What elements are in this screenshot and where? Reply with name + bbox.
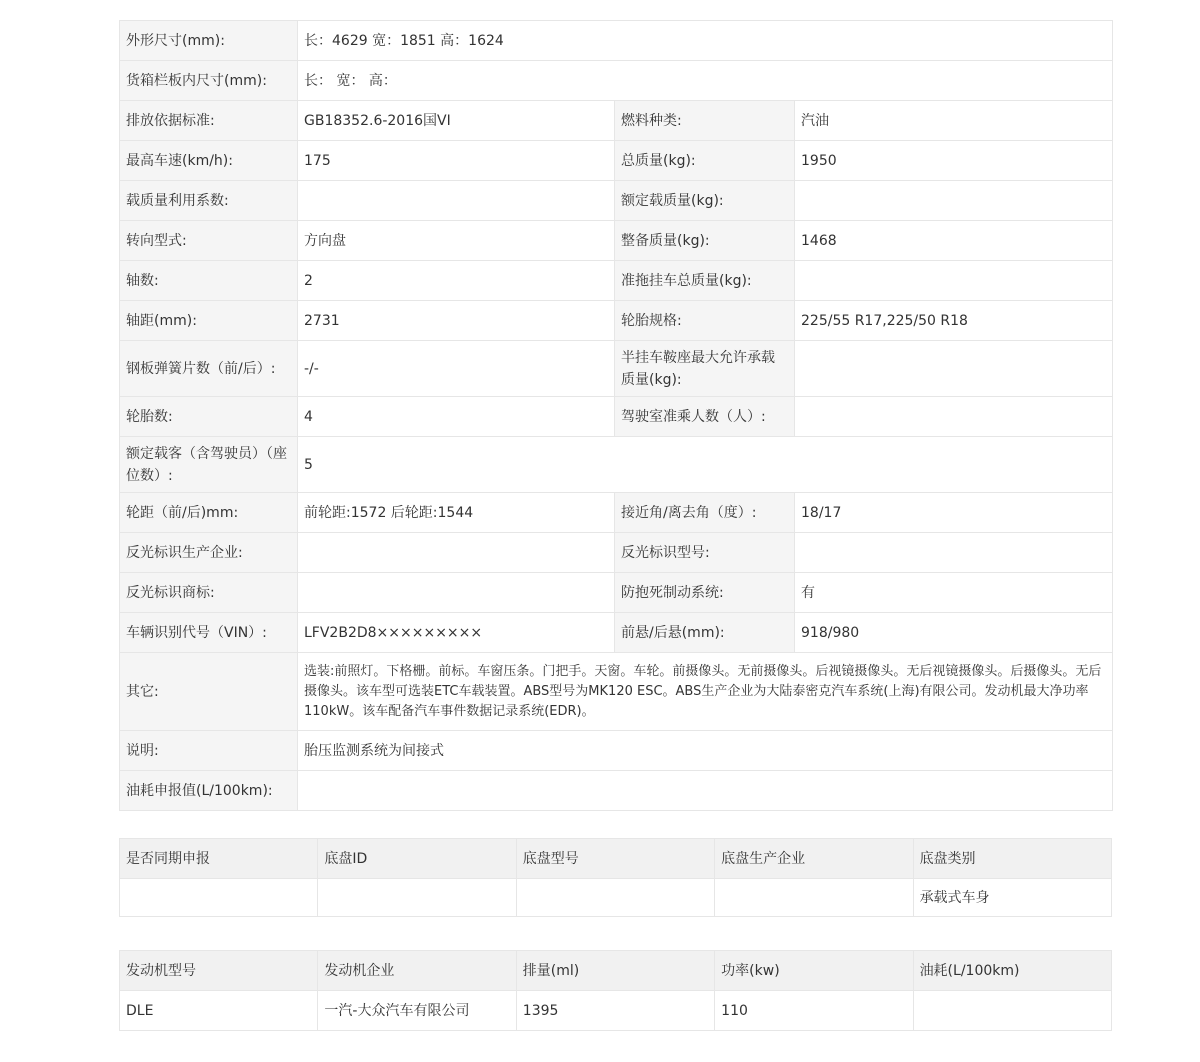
- spec-row-reflect-maker: [120, 533, 1113, 573]
- engine-header-power: 功率(kw): [715, 951, 913, 991]
- chassis-type-value: 承载式车身: [913, 879, 1111, 917]
- rated-load-label: 额定载质量(kg):: [615, 181, 795, 221]
- spec-row-leaf-spring: [120, 341, 1113, 397]
- vin-value: LFV2B2D8×××××××××: [298, 613, 615, 653]
- wheelbase-value: 2731: [298, 301, 615, 341]
- spec-row-track: [120, 493, 1113, 533]
- spec-row-axles: [120, 261, 1113, 301]
- max-speed-label: 最高车速(km/h):: [120, 141, 298, 181]
- tire-spec-value: 225/55 R17,225/50 R18: [795, 301, 1113, 341]
- engine-header-fuel: 油耗(L/100km): [913, 951, 1111, 991]
- reflect-model-label: 反光标识型号:: [615, 533, 795, 573]
- other-label: 其它:: [120, 653, 298, 731]
- fuel-label: 燃料种类:: [615, 101, 795, 141]
- axles-value: 2: [298, 261, 615, 301]
- vin-label: 车辆识别代号（VIN）:: [120, 613, 298, 653]
- spec-row-steering: [120, 221, 1113, 261]
- chassis-header-id: 底盘ID: [318, 839, 516, 879]
- spec-row-vin: [120, 613, 1113, 653]
- spec-row-wheelbase: [120, 301, 1113, 341]
- chassis-table: [119, 838, 1112, 917]
- table-row: [120, 879, 1112, 917]
- engine-header-displacement: 排量(ml): [516, 951, 714, 991]
- engine-displacement-value: 1395: [516, 991, 714, 1031]
- spec-row-outer-size: [120, 21, 1113, 61]
- vehicle-spec-table: [119, 20, 1113, 811]
- abs-value: 有: [795, 573, 1113, 613]
- chassis-concurrent-value: [120, 879, 318, 917]
- spec-row-fuel-report: [120, 771, 1113, 811]
- engine-fuel-value: [913, 991, 1111, 1031]
- chassis-header-maker: 底盘生产企业: [715, 839, 913, 879]
- chassis-header-row: [120, 839, 1112, 879]
- curb-mass-value: 1468: [795, 221, 1113, 261]
- spec-row-cargo-size: [120, 61, 1113, 101]
- total-mass-value: 1950: [795, 141, 1113, 181]
- spec-row-other: [120, 653, 1113, 731]
- reflect-maker-value: [298, 533, 615, 573]
- tire-count-label: 轮胎数:: [120, 397, 298, 437]
- cargo-size-value: 长： 宽： 高：: [298, 61, 1113, 101]
- track-label: 轮距（前/后)mm:: [120, 493, 298, 533]
- spec-row-note: [120, 731, 1113, 771]
- spec-row-rated-seats: [120, 437, 1113, 493]
- note-value: 胎压监测系统为间接式: [298, 731, 1113, 771]
- engine-header-maker: 发动机企业: [318, 951, 516, 991]
- engine-power-value: 110: [715, 991, 913, 1031]
- rated-load-value: [795, 181, 1113, 221]
- note-label: 说明:: [120, 731, 298, 771]
- chassis-header-model: 底盘型号: [516, 839, 714, 879]
- other-value: 选装:前照灯。下格栅。前标。车窗压条。门把手。天窗。车轮。前摄像头。无前摄像头。后视镜摄像头。无后视镜摄像头。后摄像头。无后摄像头。该车型可选装ETC车载装置。ABS型号为MK120 ESC。ABS生产企业为大陆泰密克汽车系统(上海)有限公司。发动机最大净功率110kW。该车配备汽车事件数据记录系统(EDR)。: [298, 653, 1113, 731]
- load-coef-value: [298, 181, 615, 221]
- table-row: [120, 991, 1112, 1031]
- trailer-mass-label: 准拖挂车总质量(kg):: [615, 261, 795, 301]
- spec-row-load: [120, 181, 1113, 221]
- steering-value: 方向盘: [298, 221, 615, 261]
- max-speed-value: 175: [298, 141, 615, 181]
- engine-header-model: 发动机型号: [120, 951, 318, 991]
- reflect-maker-label: 反光标识生产企业:: [120, 533, 298, 573]
- reflect-brand-label: 反光标识商标:: [120, 573, 298, 613]
- chassis-model-value: [516, 879, 714, 917]
- tire-spec-label: 轮胎规格:: [615, 301, 795, 341]
- reflect-brand-value: [298, 573, 615, 613]
- rated-seats-label: 额定载客（含驾驶员）（座位数）:: [120, 437, 298, 493]
- saddle-load-value: [795, 341, 1113, 397]
- leaf-spring-label: 钢板弹簧片数（前/后）:: [120, 341, 298, 397]
- tire-count-value: 4: [298, 397, 615, 437]
- chassis-maker-value: [715, 879, 913, 917]
- rated-seats-value: 5: [298, 437, 1113, 493]
- engine-table: [119, 950, 1112, 1031]
- outer-size-value: 长：4629 宽：1851 高：1624: [298, 21, 1113, 61]
- trailer-mass-value: [795, 261, 1113, 301]
- angle-label: 接近角/离去角（度）:: [615, 493, 795, 533]
- fuel-value: 汽油: [795, 101, 1113, 141]
- spec-row-emission: [120, 101, 1113, 141]
- outer-size-label: 外形尺寸(mm):: [120, 21, 298, 61]
- fuel-report-value: [298, 771, 1113, 811]
- chassis-id-value: [318, 879, 516, 917]
- emission-value: GB18352.6-2016国VI: [298, 101, 615, 141]
- spec-row-tires: [120, 397, 1113, 437]
- engine-header-row: [120, 951, 1112, 991]
- engine-model-value: DLE: [120, 991, 318, 1031]
- overhang-label: 前悬/后悬(mm):: [615, 613, 795, 653]
- reflect-model-value: [795, 533, 1113, 573]
- track-value: 前轮距:1572 后轮距:1544: [298, 493, 615, 533]
- fuel-report-label: 油耗申报值(L/100km):: [120, 771, 298, 811]
- chassis-header-type: 底盘类别: [913, 839, 1111, 879]
- spec-row-reflect-brand: [120, 573, 1113, 613]
- emission-label: 排放依据标准:: [120, 101, 298, 141]
- angle-value: 18/17: [795, 493, 1113, 533]
- cab-seats-value: [795, 397, 1113, 437]
- total-mass-label: 总质量(kg):: [615, 141, 795, 181]
- curb-mass-label: 整备质量(kg):: [615, 221, 795, 261]
- saddle-load-label: 半挂车鞍座最大允许承载质量(kg):: [615, 341, 795, 397]
- chassis-header-concurrent: 是否同期申报: [120, 839, 318, 879]
- cargo-size-label: 货箱栏板内尺寸(mm):: [120, 61, 298, 101]
- engine-maker-value: 一汽-大众汽车有限公司: [318, 991, 516, 1031]
- wheelbase-label: 轴距(mm):: [120, 301, 298, 341]
- load-coef-label: 载质量利用系数:: [120, 181, 298, 221]
- cab-seats-label: 驾驶室准乘人数（人）:: [615, 397, 795, 437]
- axles-label: 轴数:: [120, 261, 298, 301]
- spec-row-speed: [120, 141, 1113, 181]
- leaf-spring-value: -/-: [298, 341, 615, 397]
- overhang-value: 918/980: [795, 613, 1113, 653]
- abs-label: 防抱死制动系统:: [615, 573, 795, 613]
- steering-label: 转向型式:: [120, 221, 298, 261]
